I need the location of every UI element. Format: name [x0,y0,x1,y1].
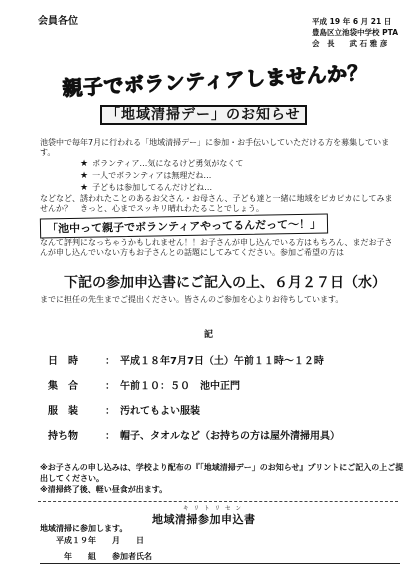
bullet-list [80,158,243,194]
notes [40,462,410,495]
letter-header [312,16,398,49]
president: 会 長 武 石 雅 彦 [312,39,388,48]
letter-date: 平成 19 年 6 月 21 日 [312,17,392,26]
star-icon: ★ [80,171,89,181]
organization: 豊島区立池袋中学校 PTA [312,28,398,37]
bullet-item [80,182,243,194]
detail-label-belongings: 持ち物 [48,431,78,442]
banner-quote: 「池中って親子でボランティアやってるんだって〜！」 [40,213,328,238]
detail-separator: ： [105,406,115,417]
detail-value-belongings: 帽子、タオルなど（お持ちの方は屋外清掃用具） [120,431,340,442]
detail-value-clothing: 汚れてもよい服装 [120,406,200,417]
paragraph-invite: などなど、誘われたことのあるお父さん・お母さん、子ども達と一緒に地域をピカピカにしてみませんか？ きっと、心までスッキリ晴れわたることでしょう。 [40,194,393,213]
main-title: 親子でボランティアしませんか？ [61,60,369,100]
note-item: ※お子さんの申し込みは、学校より配布の『「地域清掃デー」のお知らせ』プリントにご記入の上ご提出してください。 [40,463,404,483]
addressee: 会員各位 [38,16,78,27]
intro-paragraph: 池袋中で毎年7月に行われる「地域清掃デー」に参加・お手伝いしていただける方を募集しています。 [40,138,390,157]
detail-label-clothing: 服 装 [48,406,78,417]
form-name-underline [40,563,400,564]
form-title: 地域清掃参加申込書 [152,513,256,526]
bullet-text: 一人でボランティアは無理だね… [92,171,212,180]
detail-separator: ： [105,431,115,442]
cut-line [38,501,398,502]
star-icon: ★ [80,159,89,169]
apply-instruction: 下記の参加申込書にご記入の上、６月２７日（水） [64,275,386,291]
detail-separator: ： [105,381,115,392]
detail-value-datetime: 平成１８年7月7日（土）午前１１時～１２時 [120,356,324,367]
bullet-text: 子どもは参加してるんだけどね… [92,183,213,192]
detail-separator: ： [105,356,115,367]
paragraph-deadline: までに担任の先生までご提出ください。皆さんのご参加を心よりお待ちしています。 [40,295,344,304]
bullet-item [80,158,243,170]
detail-label-datetime: 日 時 [48,356,78,367]
form-statement: 地域清掃に参加します。 [40,524,128,533]
subtitle-text: 「地域清掃デー」のお知らせ [100,105,307,125]
paragraph-reputation: なんて評判になっちゃうかもしれません！！お子さんが申し込んでいる方はもちろん、まだお子さんが申し込んでいない方もお子さんとの話題にしてみてください。参加ご希望の方は [40,238,393,257]
detail-value-meeting: 午前１０：５０ 池中正門 [120,381,240,392]
subtitle [100,104,307,124]
bullet-item [80,170,243,182]
form-date: 平成１９年 月 日 [56,536,144,545]
form-name: 年 組 参加者氏名 [64,552,152,561]
ki-heading: 記 [204,330,214,340]
detail-label-meeting: 集 合 [48,381,78,392]
note-item: ※清掃終了後、軽い昼食が出ます。 [40,485,168,494]
star-icon: ★ [80,183,89,193]
bullet-text: ボランティア…気になるけど勇気がなくて [92,159,244,168]
form-ruby: キリトリセン [183,506,246,512]
